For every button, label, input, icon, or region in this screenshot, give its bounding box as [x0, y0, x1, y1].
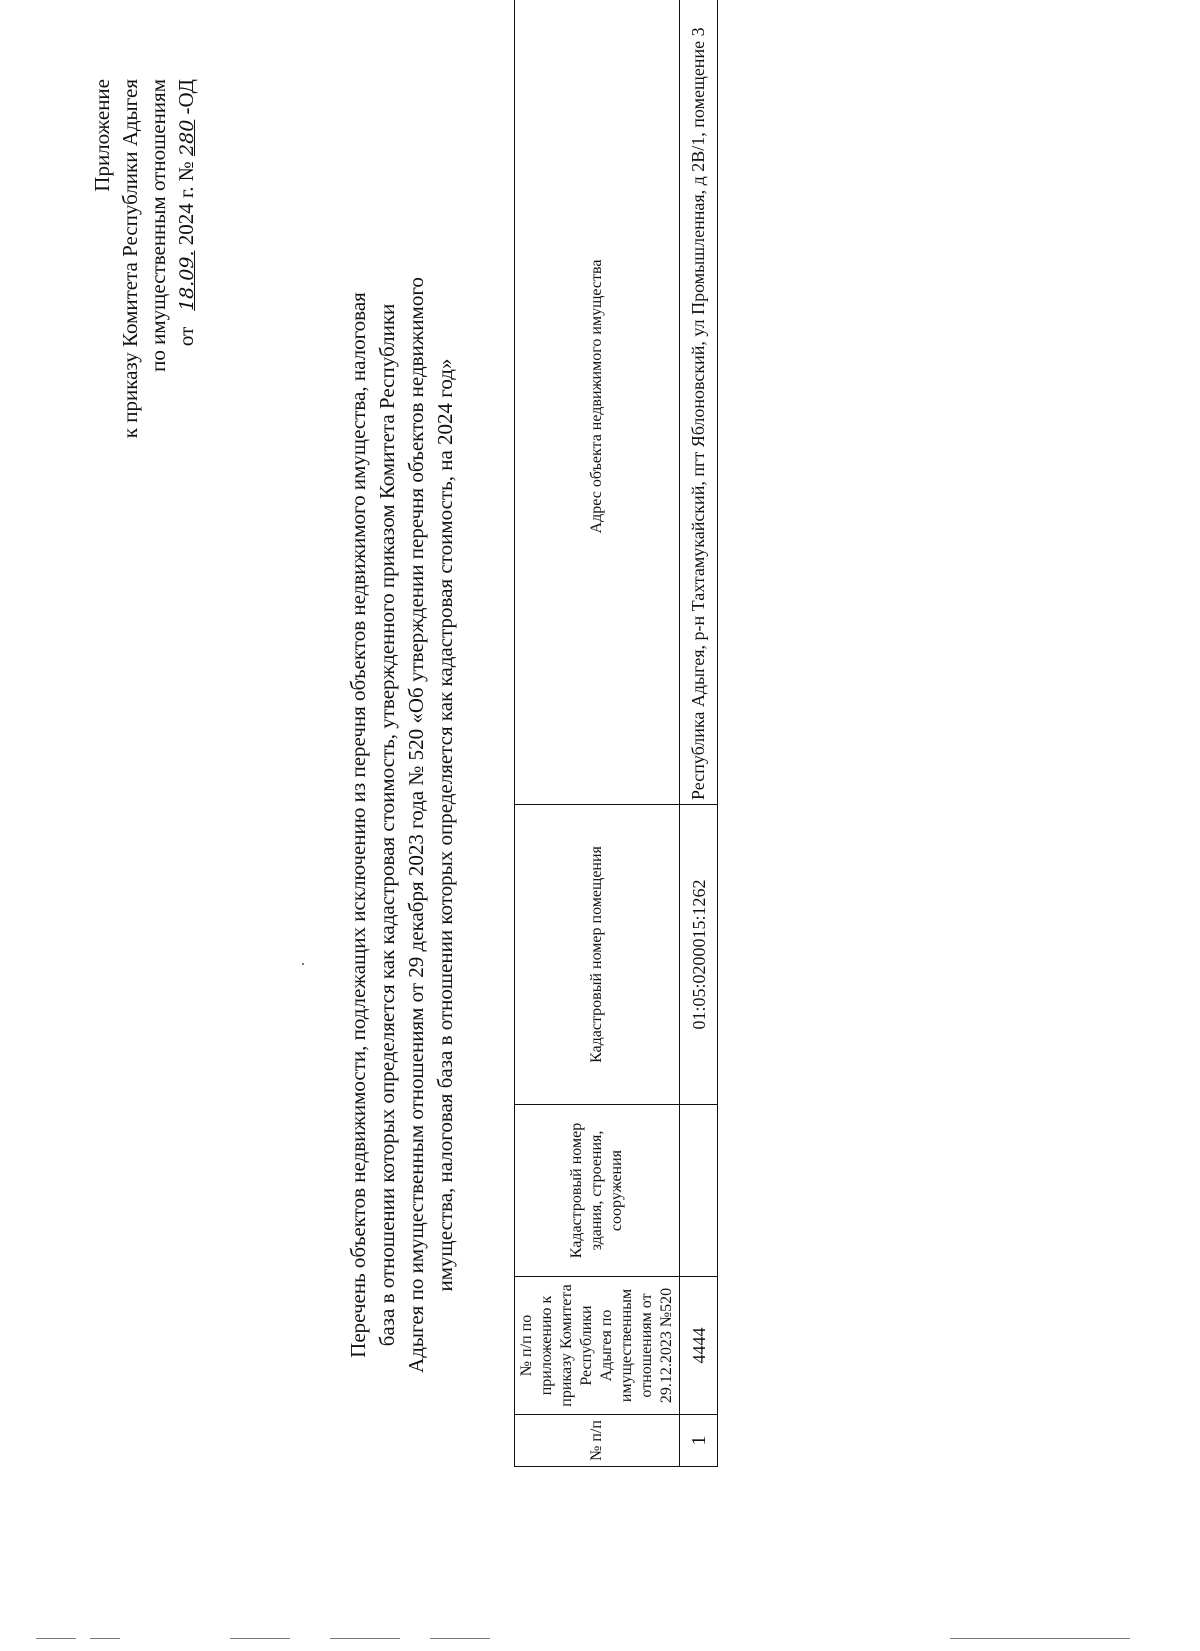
handwritten-order-number: 280 [176, 119, 198, 156]
handwritten-date: 18.09. [176, 250, 198, 311]
cell-ref-num: 4444 [680, 1277, 718, 1415]
scan-artifact [950, 1638, 1130, 1639]
scan-artifact [90, 1638, 120, 1639]
order-suffix: -ОД [174, 79, 198, 115]
header-num: № п/п [515, 1415, 680, 1467]
title-line-3: Адыгея по имущественным отношениям от 29 декабря 2023 года № 520 «Об утверждении перечня объектов недвижимого [404, 277, 428, 1373]
scan-artifact [330, 1638, 400, 1639]
scan-artifact [430, 1638, 490, 1639]
appendix-order-ref: к приказу Комитета Республики Адыгея [118, 79, 142, 439]
appendix-label: Приложение [90, 79, 114, 192]
table-header-row [515, 0, 680, 1467]
scan-artifact [230, 1638, 290, 1639]
scan-artifact [36, 1638, 76, 1639]
title-line-2: база в отношении которых определяется как кадастровая стоимость, утвержденного приказом Комитета Республики [375, 303, 399, 1347]
header-address: Адрес объекта недвижимого имущества [515, 0, 680, 805]
title-line-4: имущества, налоговая база в отношении которых определяется как кадастровая стоимость, на 2024 год» [433, 358, 457, 1292]
header-ref-num: № п/п по приложению к приказу Комитета Республики Адыгея по имущественным отношениям от 29.12.2023 №520 [515, 1277, 680, 1415]
appendix-committee: по имущественным отношениям [146, 79, 170, 372]
document-title [344, 205, 460, 1445]
appendix-date-line [172, 79, 201, 438]
header-room-cadastral: Кадастровый номер помещения [515, 805, 680, 1105]
header-building-cadastral: Кадастровый номер здания, строения, сооружения [515, 1105, 680, 1277]
appendix-header [88, 79, 201, 438]
cell-room-cadastral: 01:05:0200015:1262 [680, 805, 718, 1105]
cell-address: Республика Адыгея, р-н Тахтамукайский, пгт Яблоновский, ул Промышленная, д 2В/1, помещение 3 [680, 0, 718, 805]
cell-building-cadastral [680, 1105, 718, 1277]
title-line-1: Перечень объектов недвижимости, подлежащих исключению из перечня объектов недвижимого имущества, налоговая [346, 292, 370, 1358]
scan-artifact [302, 963, 304, 965]
date-year: 2024 г. № [174, 161, 198, 246]
date-prefix: от [174, 326, 198, 347]
cell-num: 1 [680, 1415, 718, 1467]
objects-table [514, 0, 718, 1467]
table-row [680, 0, 718, 1467]
